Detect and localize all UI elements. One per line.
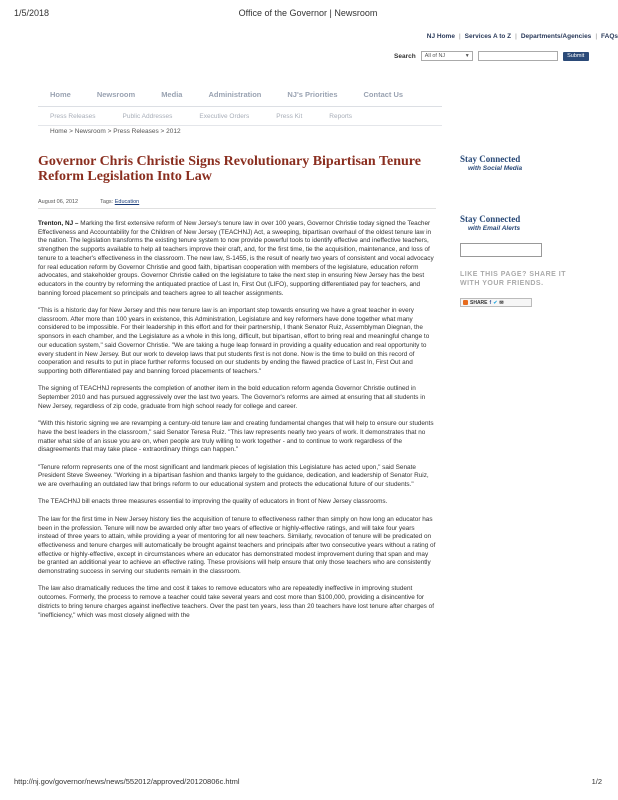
email-subtitle: with Email Alerts (468, 225, 521, 232)
nav-priorities[interactable]: NJ's Priorities (287, 90, 338, 99)
subnav-public-addresses[interactable]: Public Addresses (122, 113, 173, 120)
nav-administration[interactable]: Administration (208, 90, 262, 99)
twitter-icon[interactable]: ✔ (493, 299, 498, 306)
search-scope-value: All of NJ (424, 53, 446, 59)
page-url: http://nj.gov/governor/news/news/552012/approved/20120806c.html (14, 777, 240, 786)
sub-nav (50, 113, 352, 120)
print-header (14, 8, 602, 20)
article-paragraph: "With this historic signing we are revamping a century-old tenure law and creating fundamental changes that will help to ensure our students have the best leaders in the classroom," said Senator Teresa Ruiz. "This law represents nearly two years of work. It demonstrates that no matter what side of an issue you are on, when people are truly willing to work together - and to continue to work regardless of the disagreements that may take place - extraordinary things can happen." (38, 420, 434, 454)
social-title: Stay Connected (460, 154, 521, 164)
util-link-nj-home[interactable]: NJ Home (426, 33, 455, 40)
article-headline: Governor Chris Christie Signs Revolutionary Bipartisan Tenure Reform Legislation Into Law (38, 154, 421, 184)
paragraph-text: Marking the first extensive reform of New Jersey's tenure law in over 100 years, Governor Christie today signed the Teacher Effectiveness and Accountability for the Children of New Jersey (TEACHNJ) Act, a sweeping, bipartisan overhaul of the oldest tenure law in the nation. The legislation transforms the existing tenure system to now provide powerful tools to identify effective and ineffective teachers, strengthen the supports available to help all teachers improve their craft, and, for the first time, tie the acquisition, maintenance, and loss of tenure to a teacher's effectiveness in the classroom. The new law, S-1455, is the result of nearly two years of consistent and vocal advocacy for real education reform by Governor Christie and good faith, bipartisan cooperation with members of the legislature, education reform advocates, and stakeholder groups. Governor Christie called on the legislature to take the next step in ensuring New Jersey has the best educators in the country by reforming the antiquated practice of Last In, First Out (LIFO), supporting differentiated pay for teachers, and banning forced placement so principals and teachers agree to all teacher assignments. (38, 220, 434, 297)
article-paragraph: "This is a historic day for New Jersey and this new tenure law is an important step towards ensuring we have a great teacher in every classroom. After more than 100 years in existence, this Administration, Legislature and key reformers have done together what many considered to be impossible. For their leadership in this effort and for their partnership, I thank Senator Ruiz, Assemblyman Diegnan, the sponsors in each chamber, and the Legislature as a whole in this long, difficult, but bipartisan, effort to bring real and meaningful change to our education system," said Governor Christie. "We are taking a huge leap forward in providing a quality education and real opportunity to every student in New Jersey. But our work to develop laws that put students first is not done. Now is the time to build on this record of cooperation and results to put in place further reforms focused on our students by ending the flawed practice of Last In, First Out and supporting both differentiated pay and banning forced placements of teachers." (38, 307, 430, 375)
print-date: 1/5/2018 (14, 8, 50, 18)
article-paragraph: "Tenure reform represents one of the most significant and landmark pieces of legislation this Legislature has acted upon," said Senate President Steve Sweeney. "Working in a bipartisan fashion and thanks largely to the guidance, dedication, and leadership of Senator Ruiz, we are overhauling an outdated law that brings reform to our educational system and protects the educational future of our students." (38, 463, 429, 489)
utility-nav: NJ Home | Services A to Z | Departments/Agencies | FAQs (426, 33, 618, 40)
search-bar (394, 50, 589, 62)
article-date: August 06, 2012 (38, 199, 79, 205)
article-body (38, 220, 436, 629)
subnav-divider (38, 125, 442, 126)
article-paragraph: The signing of TEACHNJ represents the completion of another item in the bold education reform agenda Governor Christie outlined in September 2010 and has pursued aggressively over the last two years. The Governor's reforms are aimed at ensuring that all students in New Jersey, regardless of zip code, graduate from high school ready for college and career. (38, 385, 426, 410)
subnav-executive-orders[interactable]: Executive Orders (199, 113, 250, 120)
share-button[interactable] (460, 298, 532, 307)
page-number: 1/2 (591, 777, 602, 786)
search-label: Search (394, 52, 416, 60)
nav-contact[interactable]: Contact Us (363, 90, 404, 99)
article-meta (38, 199, 139, 205)
submit-button[interactable]: Submit (563, 52, 589, 61)
search-input[interactable] (478, 51, 558, 61)
nav-divider (38, 106, 442, 107)
share-label: SHARE (470, 299, 488, 306)
email-input[interactable] (460, 243, 542, 257)
share-prompt: LIKE THIS PAGE? SHARE IT WITH YOUR FRIENDS. (460, 271, 566, 287)
nav-media[interactable]: Media (161, 90, 183, 99)
tag-link[interactable]: Education (114, 199, 140, 205)
article-paragraph: The law for the first time in New Jersey history ties the acquisition of tenure to effectiveness rather than simply on how long an educator has been in the profession. Tenure will now be awarded only after two years of effective or highly-effective ratings, and will take four years instead of three years to attain, while providing a year of mentoring for all new teachers. Similarly, revocation of tenure will be predicated on effectiveness and tenure charges will automatically be brought against teachers and principals after two consecutive years without a rating of effective or highly-effective, except in circumstances where an educator has demonstrated modest improvement during that span and may be granted an additional year to achieve an effective rating. These provisions will help ensure that only those teachers who are consistently demonstrating success in serving our students remain in the classroom. (38, 515, 436, 576)
print-title: Office of the Governor | Newsroom (238, 8, 378, 18)
util-link-departments[interactable]: Departments/Agencies (520, 33, 592, 40)
subnav-press-releases[interactable]: Press Releases (50, 113, 96, 120)
search-scope-select[interactable] (421, 51, 473, 61)
main-nav (38, 88, 442, 102)
chevron-down-icon: ▼ (464, 53, 470, 59)
email-title: Stay Connected (460, 214, 521, 224)
nav-newsroom[interactable]: Newsroom (96, 90, 136, 99)
share-icon (463, 300, 468, 305)
breadcrumb[interactable]: Home > Newsroom > Press Releases > 2012 (50, 128, 181, 135)
article-paragraph: The TEACHNJ bill enacts three measures essential to improving the quality of educators in front of New Jersey classrooms. (38, 498, 388, 506)
meta-divider (38, 208, 436, 209)
tags-label: Tags: (100, 199, 114, 205)
social-media-widget[interactable] (460, 155, 570, 173)
email-share-icon[interactable]: ✉ (499, 299, 504, 306)
nav-home[interactable]: Home (50, 90, 71, 99)
facebook-icon[interactable]: f (489, 299, 492, 306)
article-paragraph: The law also dramatically reduces the time and cost it takes to remove educators who are repeatedly ineffective in improving student outcomes. Formerly, the process to remove a teacher could take several years and cost more than $100,000, providing a disincentive for districts to bring tenure charges against ineffective teachers. Over the past ten years, less than 20 teachers have lost tenure after charges of "inefficiency," which was most closely aligned with the (38, 585, 434, 619)
subnav-press-kit[interactable]: Press Kit (276, 113, 303, 120)
subnav-reports[interactable]: Reports (329, 113, 353, 120)
email-alerts-widget (460, 215, 570, 233)
util-link-services[interactable]: Services A to Z (464, 33, 512, 40)
util-link-faqs[interactable]: FAQs (601, 33, 618, 40)
dateline: Trenton, NJ – (38, 220, 79, 227)
article-paragraph (38, 220, 436, 298)
social-subtitle: with Social Media (468, 165, 523, 172)
